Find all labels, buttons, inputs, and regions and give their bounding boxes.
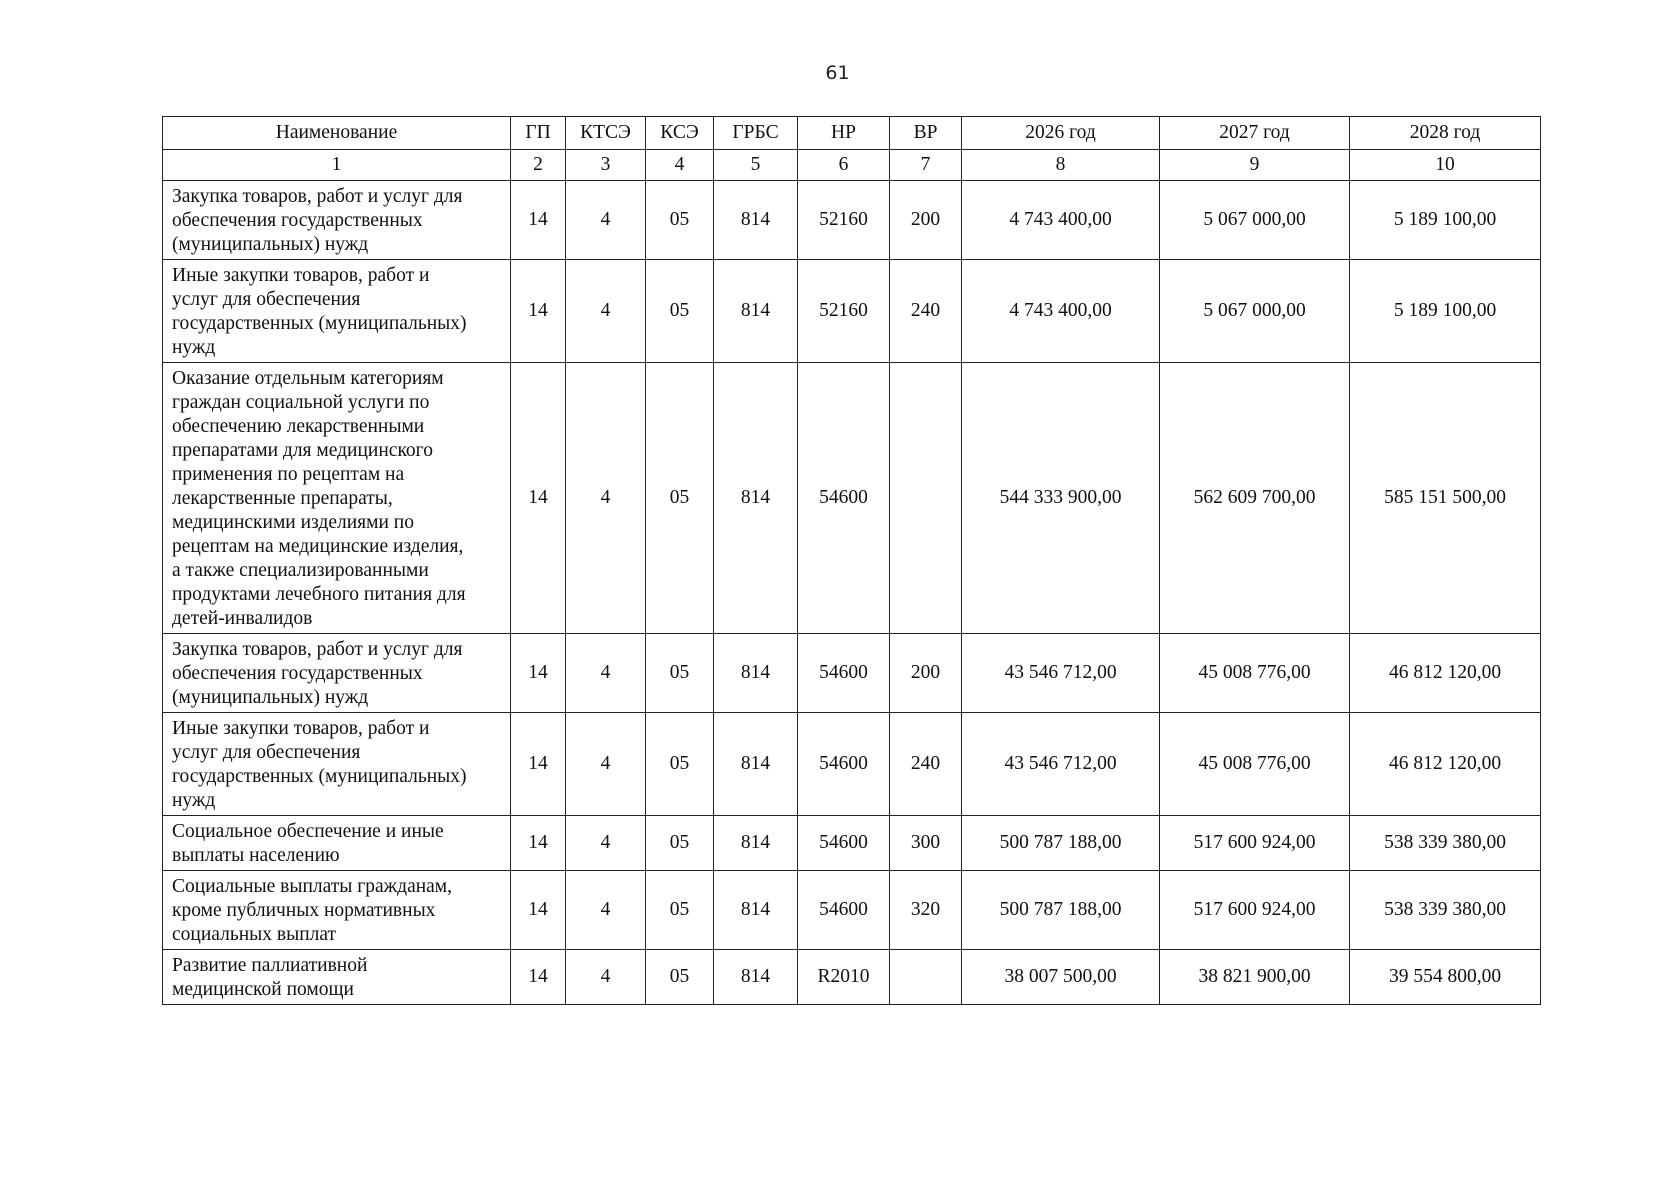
column-number: 5 <box>714 150 798 181</box>
nr-cell: 52160 <box>798 260 890 363</box>
column-number: 9 <box>1160 150 1350 181</box>
table-row <box>163 816 1541 871</box>
vr-cell: 300 <box>890 816 962 871</box>
kse-cell: 05 <box>646 713 714 816</box>
amount-2027-cell: 45 008 776,00 <box>1160 634 1350 713</box>
amount-2028-cell: 538 339 380,00 <box>1350 871 1541 950</box>
gp-cell: 14 <box>511 713 566 816</box>
table-row <box>163 713 1541 816</box>
table-row <box>163 634 1541 713</box>
column-number: 1 <box>163 150 511 181</box>
kse-cell: 05 <box>646 950 714 1005</box>
item-name-cell <box>163 181 511 260</box>
item-name-line: Закупка товаров, работ и услуг для <box>172 186 463 207</box>
nr-cell: 54600 <box>798 816 890 871</box>
amount-2028-cell: 46 812 120,00 <box>1350 713 1541 816</box>
ktse-cell: 4 <box>566 816 646 871</box>
gp-cell: 14 <box>511 871 566 950</box>
column-number: 10 <box>1350 150 1541 181</box>
item-name-line: (муниципальных) нужд <box>172 687 369 708</box>
column-header: 2028 год <box>1350 117 1541 150</box>
item-name-line: рецептам на медицинские изделия, <box>172 536 464 557</box>
grbs-cell: 814 <box>714 634 798 713</box>
item-name-line: Социальное обеспечение и иные <box>172 821 444 842</box>
amount-2026-cell: 38 007 500,00 <box>962 950 1160 1005</box>
item-name-line: продуктами лечебного питания для <box>172 584 466 605</box>
item-name-line: детей-инвалидов <box>172 608 313 629</box>
column-header: Наименование <box>163 117 511 150</box>
column-number: 6 <box>798 150 890 181</box>
item-name-line: обеспечения государственных <box>172 663 423 684</box>
amount-2027-cell: 38 821 900,00 <box>1160 950 1350 1005</box>
column-header: ГП <box>511 117 566 150</box>
item-name-line: нужд <box>172 790 216 811</box>
ktse-cell: 4 <box>566 634 646 713</box>
item-name-line: Закупка товаров, работ и услуг для <box>172 639 463 660</box>
item-name-line: обеспечения государственных <box>172 210 423 231</box>
amount-2027-cell: 562 609 700,00 <box>1160 363 1350 634</box>
item-name-line: Развитие паллиативной <box>172 955 368 976</box>
column-header: НР <box>798 117 890 150</box>
item-name-cell <box>163 871 511 950</box>
amount-2027-cell: 517 600 924,00 <box>1160 871 1350 950</box>
grbs-cell: 814 <box>714 713 798 816</box>
amount-2026-cell: 43 546 712,00 <box>962 634 1160 713</box>
kse-cell: 05 <box>646 871 714 950</box>
page-number: 61 <box>825 62 850 84</box>
kse-cell: 05 <box>646 181 714 260</box>
table-row <box>163 950 1541 1005</box>
amount-2028-cell: 5 189 100,00 <box>1350 260 1541 363</box>
kse-cell: 05 <box>646 816 714 871</box>
ktse-cell: 4 <box>566 871 646 950</box>
item-name-cell <box>163 713 511 816</box>
kse-cell: 05 <box>646 260 714 363</box>
nr-cell: 54600 <box>798 713 890 816</box>
amount-2028-cell: 46 812 120,00 <box>1350 634 1541 713</box>
nr-cell: 54600 <box>798 871 890 950</box>
column-number: 3 <box>566 150 646 181</box>
ktse-cell: 4 <box>566 363 646 634</box>
ktse-cell: 4 <box>566 950 646 1005</box>
column-header: КТСЭ <box>566 117 646 150</box>
item-name-cell <box>163 950 511 1005</box>
column-number: 4 <box>646 150 714 181</box>
item-name-cell <box>163 363 511 634</box>
column-number: 7 <box>890 150 962 181</box>
table-row <box>163 363 1541 634</box>
table-header-row <box>163 117 1541 150</box>
grbs-cell: 814 <box>714 816 798 871</box>
vr-cell: 240 <box>890 260 962 363</box>
kse-cell: 05 <box>646 634 714 713</box>
item-name-line: Социальные выплаты гражданам, <box>172 876 453 897</box>
amount-2028-cell: 5 189 100,00 <box>1350 181 1541 260</box>
item-name-line: Иные закупки товаров, работ и <box>172 718 430 739</box>
vr-cell <box>890 363 962 634</box>
vr-cell: 200 <box>890 634 962 713</box>
item-name-line: лекарственные препараты, <box>172 488 393 509</box>
vr-cell: 200 <box>890 181 962 260</box>
column-number: 8 <box>962 150 1160 181</box>
nr-cell: 54600 <box>798 363 890 634</box>
gp-cell: 14 <box>511 181 566 260</box>
column-number: 2 <box>511 150 566 181</box>
column-header: ВР <box>890 117 962 150</box>
item-name-line: нужд <box>172 337 216 358</box>
item-name-line: (муниципальных) нужд <box>172 234 369 255</box>
vr-cell <box>890 950 962 1005</box>
gp-cell: 14 <box>511 950 566 1005</box>
item-name-line: медицинской помощи <box>172 979 354 1000</box>
gp-cell: 14 <box>511 816 566 871</box>
amount-2028-cell: 585 151 500,00 <box>1350 363 1541 634</box>
item-name-line: социальных выплат <box>172 924 337 945</box>
item-name-line: а также специализированными <box>172 560 429 581</box>
table-row <box>163 871 1541 950</box>
amount-2027-cell: 5 067 000,00 <box>1160 260 1350 363</box>
item-name-line: Оказание отдельным категориям <box>172 368 444 389</box>
vr-cell: 320 <box>890 871 962 950</box>
amount-2028-cell: 39 554 800,00 <box>1350 950 1541 1005</box>
amount-2026-cell: 4 743 400,00 <box>962 181 1160 260</box>
item-name-line: обеспечению лекарственными <box>172 416 425 437</box>
nr-cell: R2010 <box>798 950 890 1005</box>
item-name-line: государственных (муниципальных) <box>172 313 467 334</box>
nr-cell: 52160 <box>798 181 890 260</box>
grbs-cell: 814 <box>714 260 798 363</box>
gp-cell: 14 <box>511 260 566 363</box>
gp-cell: 14 <box>511 363 566 634</box>
item-name-line: применения по рецептам на <box>172 464 405 485</box>
ktse-cell: 4 <box>566 260 646 363</box>
item-name-cell <box>163 260 511 363</box>
vr-cell: 240 <box>890 713 962 816</box>
item-name-cell <box>163 816 511 871</box>
item-name-line: услуг для обеспечения <box>172 742 361 763</box>
kse-cell: 05 <box>646 363 714 634</box>
item-name-line: услуг для обеспечения <box>172 289 361 310</box>
amount-2026-cell: 500 787 188,00 <box>962 816 1160 871</box>
grbs-cell: 814 <box>714 363 798 634</box>
item-name-line: выплаты населению <box>172 845 340 866</box>
item-name-line: Иные закупки товаров, работ и <box>172 265 430 286</box>
table-row <box>163 260 1541 363</box>
item-name-line: граждан социальной услуги по <box>172 392 430 413</box>
grbs-cell: 814 <box>714 950 798 1005</box>
item-name-line: кроме публичных нормативных <box>172 900 436 921</box>
amount-2026-cell: 4 743 400,00 <box>962 260 1160 363</box>
column-header: КСЭ <box>646 117 714 150</box>
grbs-cell: 814 <box>714 181 798 260</box>
grbs-cell: 814 <box>714 871 798 950</box>
amount-2026-cell: 43 546 712,00 <box>962 713 1160 816</box>
item-name-cell <box>163 634 511 713</box>
column-header: ГРБС <box>714 117 798 150</box>
item-name-line: препаратами для медицинского <box>172 440 433 461</box>
item-name-line: медицинскими изделиями по <box>172 512 414 533</box>
budget-table <box>162 116 1541 1005</box>
ktse-cell: 4 <box>566 181 646 260</box>
amount-2026-cell: 544 333 900,00 <box>962 363 1160 634</box>
column-header: 2026 год <box>962 117 1160 150</box>
gp-cell: 14 <box>511 634 566 713</box>
amount-2027-cell: 5 067 000,00 <box>1160 181 1350 260</box>
amount-2028-cell: 538 339 380,00 <box>1350 816 1541 871</box>
column-number-row <box>163 150 1541 181</box>
table-row <box>163 181 1541 260</box>
column-header: 2027 год <box>1160 117 1350 150</box>
ktse-cell: 4 <box>566 713 646 816</box>
amount-2027-cell: 45 008 776,00 <box>1160 713 1350 816</box>
item-name-line: государственных (муниципальных) <box>172 766 467 787</box>
amount-2026-cell: 500 787 188,00 <box>962 871 1160 950</box>
nr-cell: 54600 <box>798 634 890 713</box>
amount-2027-cell: 517 600 924,00 <box>1160 816 1350 871</box>
